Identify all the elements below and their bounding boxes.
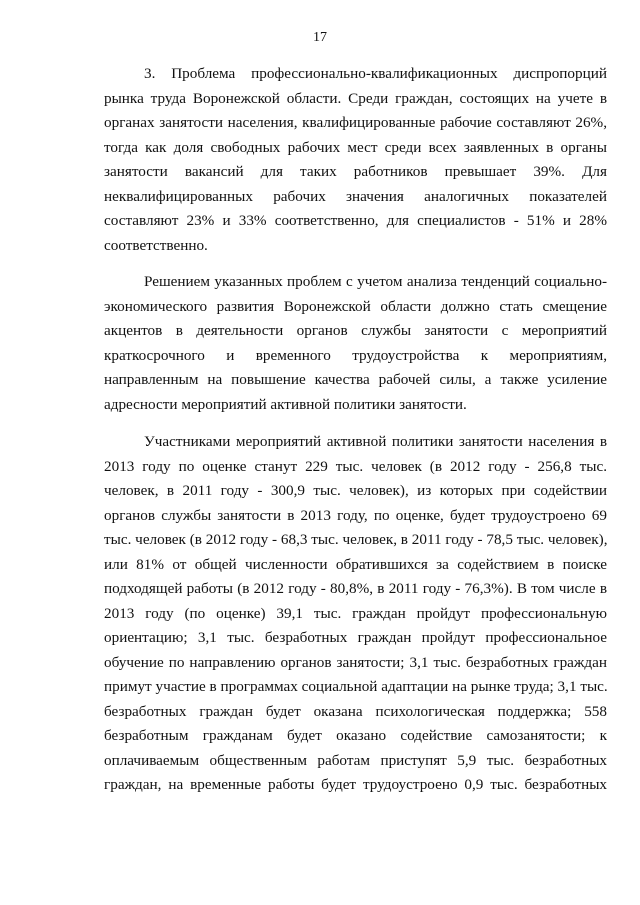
paragraph-line: граждан, на временные работы будет трудоустроено 0,9 тыс. безработных — [104, 776, 607, 793]
paragraph-line: подходящей работы (в 2012 году - 80,8%, в 2011 году - 76,3%). В том числе в — [104, 580, 607, 597]
paragraph-3 — [104, 430, 607, 798]
paragraph-line: 2013 году (по оценке) 39,1 тыс. граждан пройдут профессиональную — [104, 604, 607, 622]
paragraph-line: человек, в 2011 году - 300,9 тыс. человек), из которых при содействии — [104, 482, 607, 499]
paragraph-line: составляют 23% и 33% соответственно, для специалистов - 51% и 28% — [104, 212, 607, 229]
paragraph-line: примут участие в программах социальной адаптации на рынке труда; 3,1 тыс. — [104, 678, 608, 695]
paragraph-line: соответственно. — [104, 236, 208, 254]
paragraph-line: Участниками мероприятий активной политики занятости населения в — [144, 433, 607, 450]
paragraph-line: оплачиваемым общественным работам приступят 5,9 тыс. безработных — [104, 751, 607, 769]
paragraph-line: неквалифицированных рабочих значения аналогичных показателей — [104, 187, 607, 205]
paragraph-line: Решением указанных проблем с учетом анализа тенденций социально- — [144, 273, 607, 290]
paragraph-line: или 81% от общей численности обратившихся за содействием в поиске — [104, 555, 607, 573]
paragraph-line: 3. Проблема профессионально-квалификационных диспропорций — [144, 65, 607, 82]
paragraph-line: ориентацию; 3,1 тыс. безработных граждан пройдут профессиональное — [104, 629, 607, 646]
paragraph-line: направленным на повышение качества рабочей силы, а также усиление — [104, 371, 607, 388]
paragraph-line: безработных граждан будет оказана психологическая поддержка; 558 — [104, 702, 607, 720]
paragraph-2 — [104, 270, 607, 417]
paragraph-line: безработным гражданам будет оказано содействие самозанятости; к — [104, 727, 607, 744]
paragraph-line: краткосрочного и временного трудоустройства к мероприятиям, — [104, 346, 607, 364]
paragraph-line: акцентов в деятельности органов службы занятости с мероприятий — [104, 322, 607, 339]
paragraph-line: тогда как доля свободных рабочих мест среди всех заявленных в органы — [104, 138, 607, 156]
paragraph-1 — [104, 62, 607, 258]
paragraph-line: тыс. человек (в 2012 году - 68,3 тыс. человек, в 2011 году - 78,5 тыс. человек), — [104, 531, 608, 548]
paragraph-line: занятости вакансий для таких работников превышает 39%. Для — [104, 163, 607, 180]
paragraph-line: 2013 году по оценке станут 229 тыс. человек (в 2012 году - 256,8 тыс. — [104, 457, 607, 475]
paragraph-line: рынка труда Воронежской области. Среди граждан, состоящих на учете в — [104, 89, 607, 107]
page-number: 17 — [313, 30, 327, 45]
paragraph-line: адресности мероприятий активной политики занятости. — [104, 395, 467, 413]
paragraph-line: обучение по направлению органов занятости; 3,1 тыс. безработных граждан — [104, 653, 607, 671]
paragraph-line: органов службы занятости в 2013 году, по оценке, будет трудоустроено 69 — [104, 506, 607, 524]
paragraph-line: экономического развития Воронежской области должно стать смещение — [104, 297, 607, 315]
paragraph-line: органах занятости населения, квалифицированные рабочие составляют 26%, — [104, 114, 607, 131]
